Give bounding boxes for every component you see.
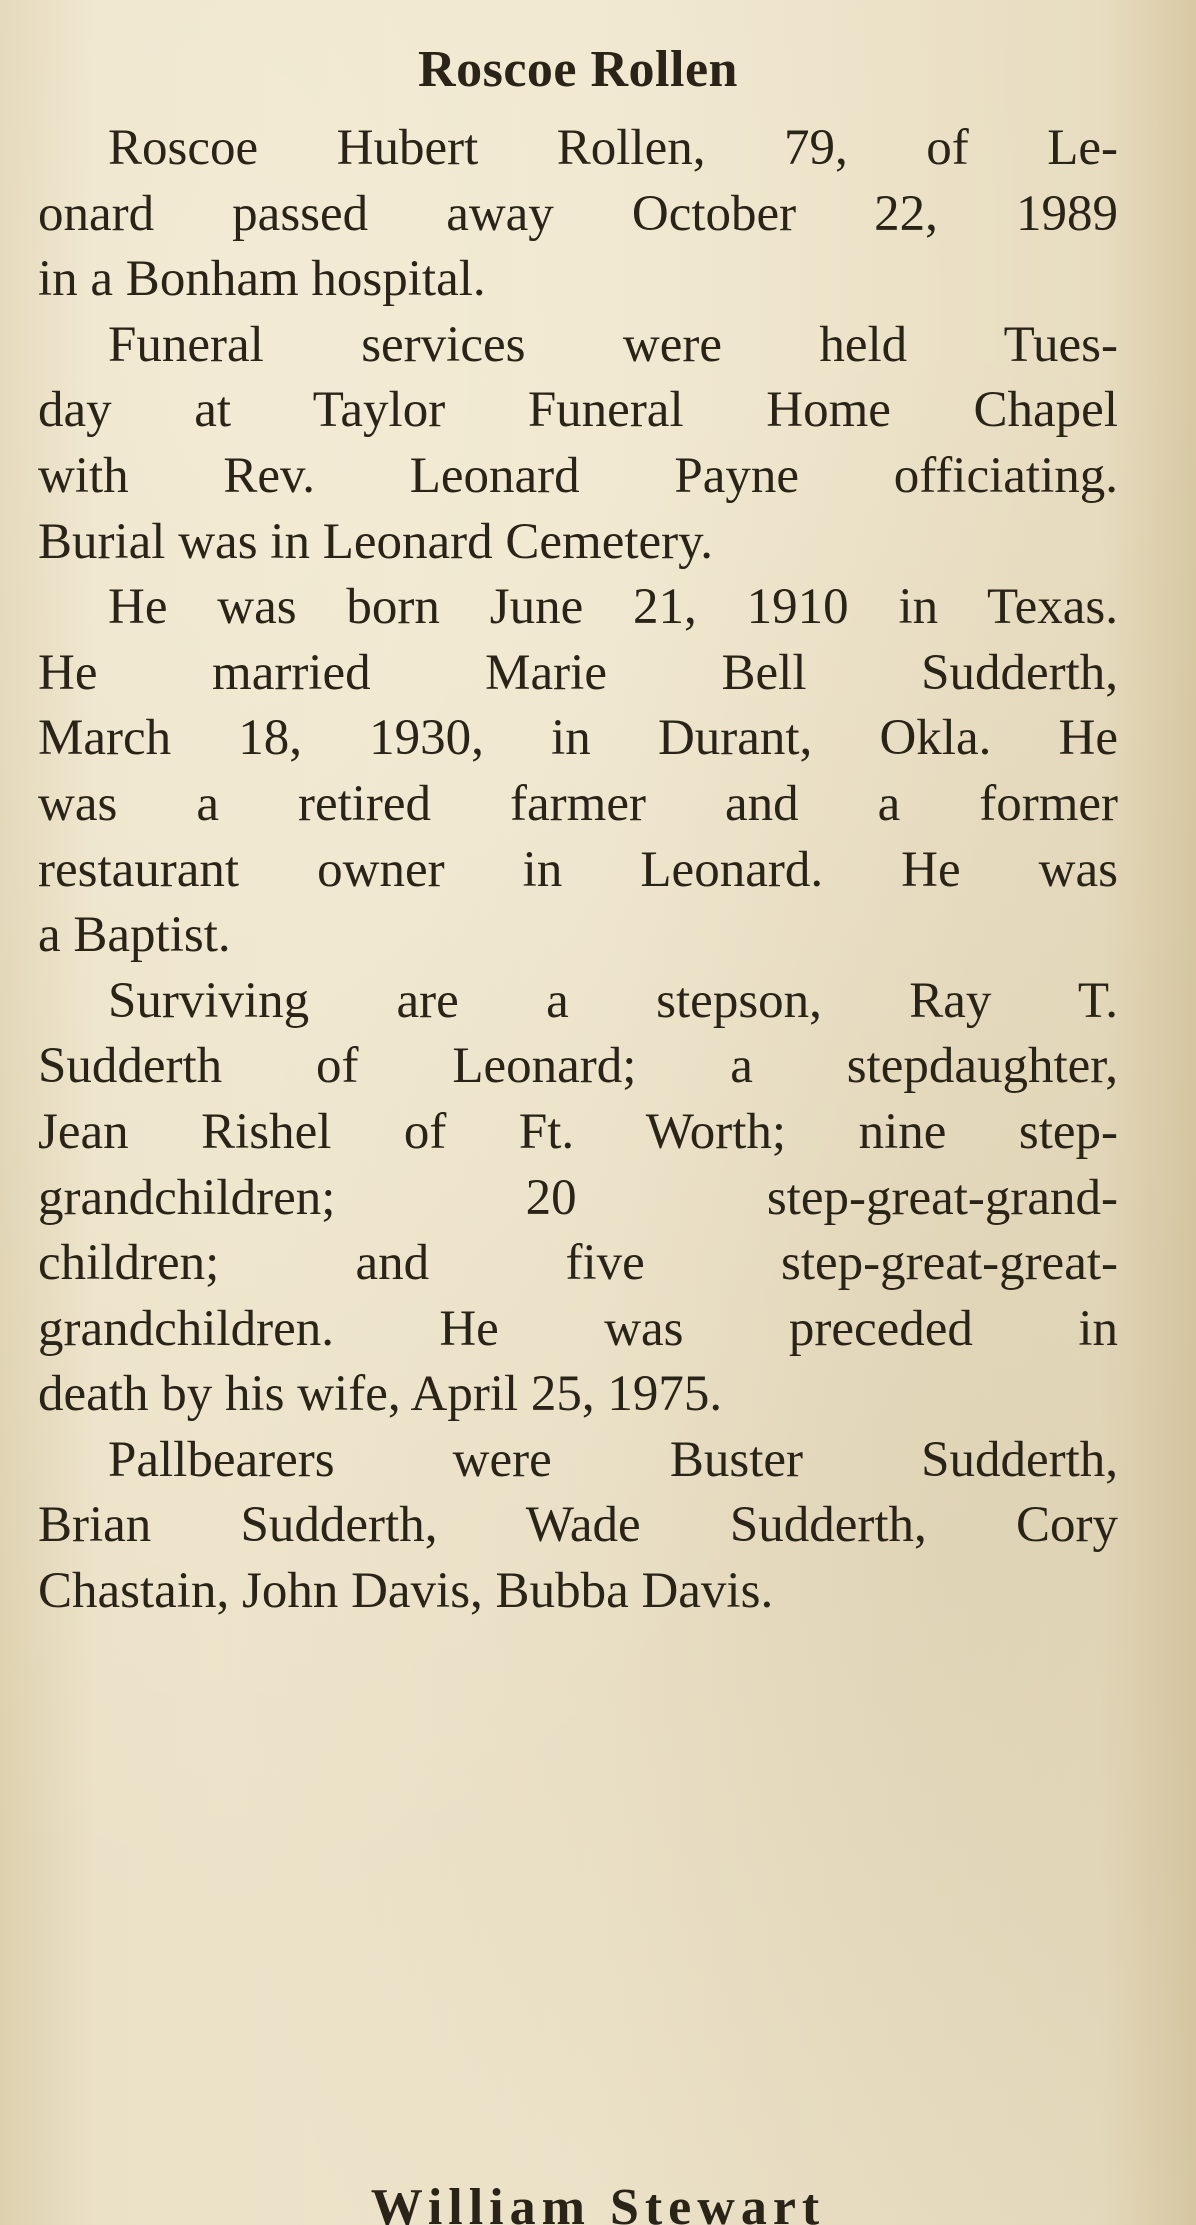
text-line: Chastain, John Davis, Bubba Davis. (38, 1563, 774, 1620)
next-obituary-headline-cut-off: William Stewart (370, 2179, 826, 2225)
text-line: Sudderth of Leonard; a stepdaughter, (38, 1038, 1118, 1095)
obituary-paragraph-death (38, 116, 1118, 313)
obituary-headline: Roscoe Rollen (418, 41, 738, 98)
text-line: Roscoe Hubert Rollen, 79, of Le- (108, 120, 1118, 176)
text-line: was a retired farmer and a former (38, 775, 1118, 832)
text-line: Brian Sudderth, Wade Sudderth, Cory (38, 1497, 1118, 1554)
text-line: He was born June 21, 1910 in Texas. (108, 579, 1118, 636)
text-line: Surviving are a stepson, Ray T. (108, 972, 1118, 1029)
text-line: onard passed away October 22, 1989 (38, 185, 1118, 242)
text-line: Burial was in Leonard Cemetery. (38, 513, 714, 570)
text-line: grandchildren. He was preceded in (38, 1300, 1118, 1357)
obituary-paragraph-survivors (38, 969, 1118, 1428)
obituary-paragraph-funeral (38, 313, 1118, 575)
text-line: grandchildren; 20 step-great-grand- (38, 1169, 1118, 1226)
text-line: a Baptist. (38, 907, 231, 964)
obituary-paragraph-biography (38, 575, 1118, 969)
text-line: restaurant owner in Leonard. He was (38, 841, 1118, 898)
text-line: Pallbearers were Buster Sudderth, (108, 1431, 1118, 1488)
text-line: Jean Rishel of Ft. Worth; nine step- (38, 1103, 1118, 1160)
text-line: He married Marie Bell Sudderth, (38, 644, 1118, 701)
text-line: March 18, 1930, in Durant, Okla. He (38, 710, 1118, 767)
text-line: day at Taylor Funeral Home Chapel (38, 382, 1118, 439)
text-line: with Rev. Leonard Payne officiating. (38, 447, 1118, 504)
obituary-paragraph-pallbearers (38, 1428, 1118, 1625)
text-line: Funeral services were held Tues- (108, 316, 1118, 373)
text-line: in a Bonham hospital. (38, 251, 486, 308)
text-line: children; and five step-great-great- (38, 1235, 1118, 1292)
obituary-column (38, 30, 1118, 1625)
text-line: death by his wife, April 25, 1975. (38, 1366, 723, 1423)
